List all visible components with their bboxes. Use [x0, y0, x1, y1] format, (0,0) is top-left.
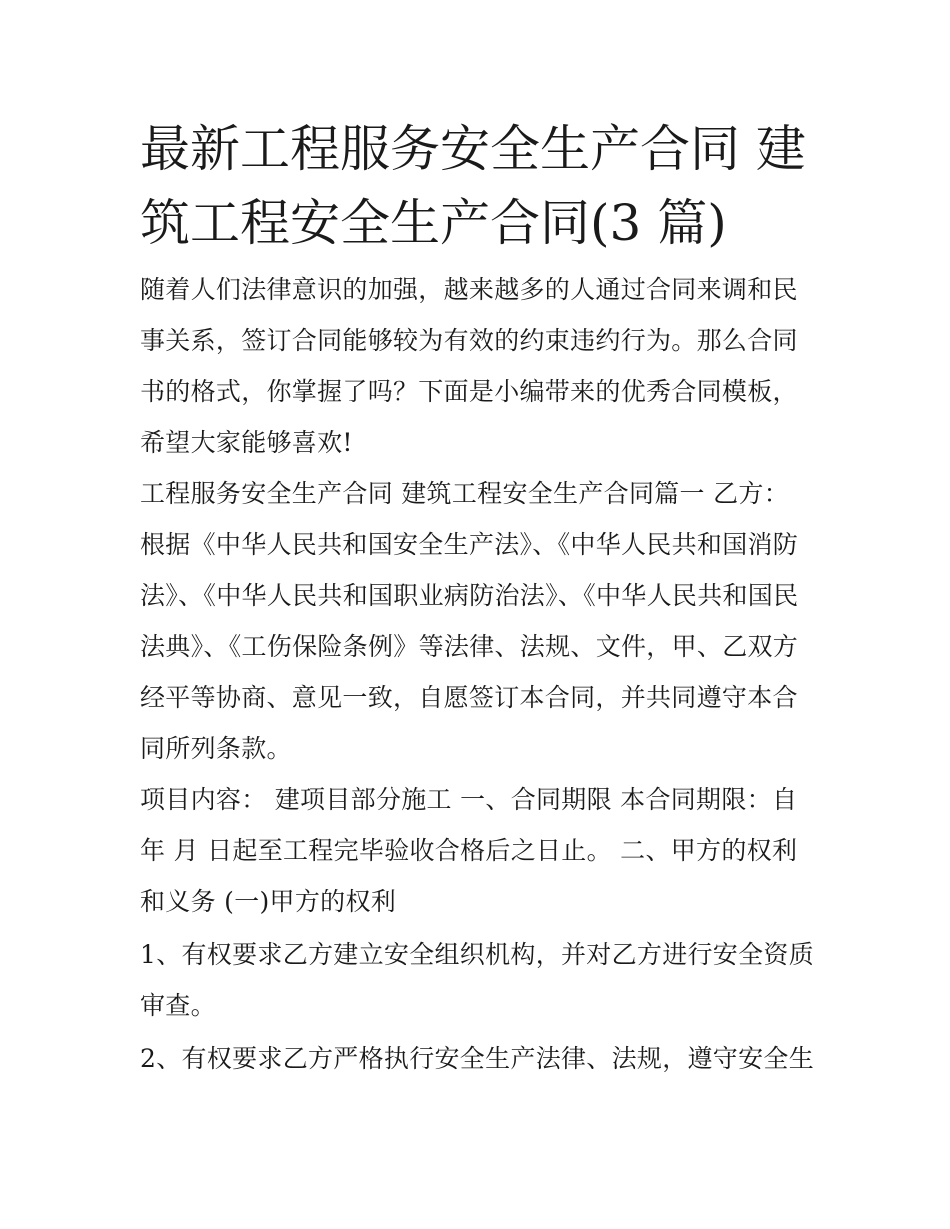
clause-item-1: 1、有权要求乙方建立安全组织机构，并对乙方进行安全资质审查。 — [140, 940, 815, 1020]
document-title: 最新工程服务安全生产合同 建筑工程安全生产合同(3 篇) — [140, 120, 806, 252]
intro-paragraph: 随着人们法律意识的加强，越来越多的人通过合同来调和民事关系，签订合同能够较为有效的约束违约行为。那么合同书的格式，你掌握了吗？下面是小编带来的优秀合同模板，希望大家能够喜欢! — [140, 275, 798, 457]
clause-item-2: 2、有权要求乙方严格执行安全生产法律、法规，遵守安全生 — [140, 1044, 815, 1073]
document-page — [140, 112, 820, 1084]
basis-paragraph: 根据《中华人民共和国安全生产法》、《中华人民共和国消防法》、《中华人民共和国职业病防治法》、《中华人民共和国民法典》、《工伤保险条例》等法律、法规、文件，甲、乙双方经平等协商、意见一致，自愿签订本合同，并共同遵守本合同所列条款。 — [140, 530, 799, 763]
section-heading: 工程服务安全生产合同 建筑工程安全生产合同篇一 乙方： — [140, 479, 789, 508]
project-paragraph: 项目内容： 建项目部分施工 一、合同期限 本合同期限：自 年 月 日起至工程完毕验收合格后之日止。 二、甲方的权利和义务 (一)甲方的权利 — [140, 785, 798, 916]
